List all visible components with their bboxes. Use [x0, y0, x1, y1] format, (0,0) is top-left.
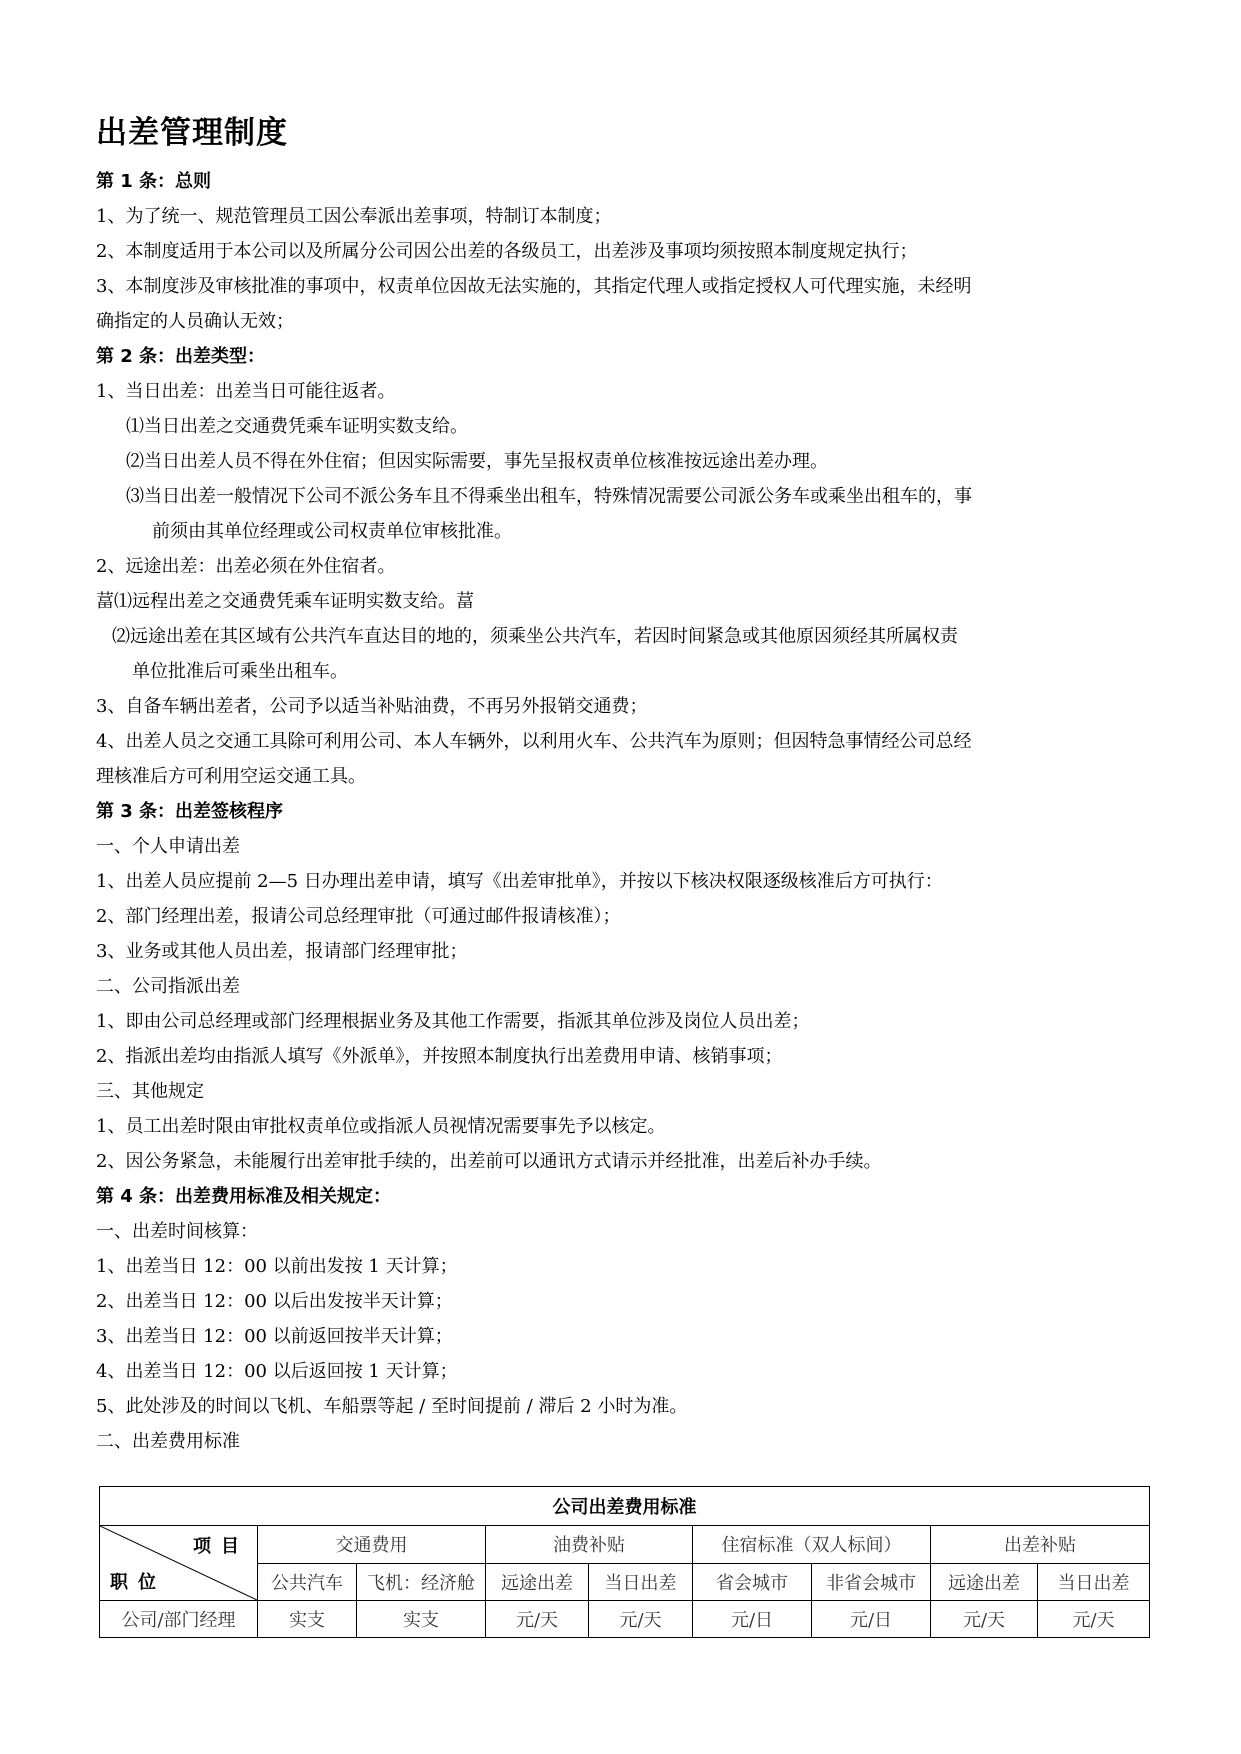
sub-item-continuation: 前须由其单位经理或公司权责单位审核批准。: [152, 521, 512, 542]
sub-item: ⑴当日出差之交通费凭乘车证明实数支给。: [126, 416, 468, 437]
paragraph: 2、因公务紧急，未能履行出差审批手续的，出差前可以通讯方式请示并经批准，出差后补办手续。: [96, 1151, 882, 1172]
table-cell: 实支: [258, 1601, 357, 1638]
paragraph: 1、出差人员应提前 2—5 日办理出差申请，填写《出差审批单》，并按以下核决权限逐级核准后方可执行：: [96, 871, 943, 892]
section-4-heading: 第 4 条：出差费用标准及相关规定：: [96, 1186, 392, 1207]
table-row: [100, 1601, 1150, 1638]
sub-item-continuation: 单位批准后可乘坐出租车。: [132, 661, 348, 682]
section-1-heading: 第 1 条：总则: [96, 171, 212, 192]
section-3-heading: 第 3 条：出差签核程序: [96, 801, 284, 822]
corner-top-label: 项目: [193, 1536, 249, 1557]
table-corner-header: [100, 1526, 258, 1601]
section-2-heading: 第 2 条：出差类型：: [96, 346, 266, 367]
subsection-heading: 二、出差费用标准: [96, 1431, 240, 1452]
column-header: 远途出差: [486, 1563, 589, 1601]
sub-item: ⑵远途出差在其区域有公共汽车直达目的地的，须乘坐公共汽车，若因时间紧急或其他原因须经其所属权责: [112, 626, 958, 647]
subsection-heading: 二、公司指派出差: [96, 976, 240, 997]
row-position: 公司/部门经理: [100, 1601, 258, 1638]
group-header: 出差补贴: [931, 1526, 1150, 1564]
paragraph: 2、指派出差均由指派人填写《外派单》，并按照本制度执行出差费用申请、核销事项；: [96, 1046, 783, 1067]
table-cell: 元/天: [931, 1601, 1038, 1638]
table-cell: 元/天: [486, 1601, 589, 1638]
table-cell: 元/日: [812, 1601, 931, 1638]
subsection-heading: 一、出差时间核算：: [96, 1221, 258, 1242]
sub-item: ⑵当日出差人员不得在外住宿；但因实际需要，事先呈报权责单位核准按远途出差办理。: [126, 451, 828, 472]
group-header: 油费补贴: [486, 1526, 693, 1564]
paragraph: 1、出差当日 12：00 以前出发按 1 天计算；: [96, 1256, 458, 1277]
paragraph: 3、出差当日 12：00 以前返回按半天计算；: [96, 1326, 453, 1347]
table-cell: 元/天: [1038, 1601, 1150, 1638]
table-caption: 公司出差费用标准: [100, 1487, 1150, 1526]
paragraph: 3、自备车辆出差者，公司予以适当补贴油费，不再另外报销交通费；: [96, 696, 648, 717]
paragraph: 理核准后方可利用空运交通工具。: [96, 766, 366, 787]
document-page: [96, 110, 1146, 1459]
column-header: 公共汽车: [258, 1563, 357, 1601]
group-header: 交通费用: [258, 1526, 486, 1564]
table-cell: 实支: [357, 1601, 486, 1638]
paragraph: 3、业务或其他人员出差，报请部门经理审批；: [96, 941, 468, 962]
subsection-heading: 三、其他规定: [96, 1081, 204, 1102]
paragraph: 2、出差当日 12：00 以后出发按半天计算；: [96, 1291, 453, 1312]
paragraph: 5、此处涉及的时间以飞机、车船票等起 / 至时间提前 / 滞后 2 小时为准。: [96, 1396, 688, 1417]
paragraph: 2、本制度适用于本公司以及所属分公司因公出差的各级员工，出差涉及事项均须按照本制度规定执行；: [96, 241, 918, 262]
subsection-heading: 一、个人申请出差: [96, 836, 240, 857]
paragraph: 1、即由公司总经理或部门经理根据业务及其他工作需要，指派其单位涉及岗位人员出差；: [96, 1011, 810, 1032]
paragraph: 4、出差当日 12：00 以后返回按 1 天计算；: [96, 1361, 458, 1382]
corner-bottom-label: 职位: [110, 1572, 166, 1593]
sub-item: ⑶当日出差一般情况下公司不派公务车且不得乘坐出租车，特殊情况需要公司派公务车或乘坐出租车的，事: [126, 486, 972, 507]
paragraph: 2、远途出差：出差必须在外住宿者。: [96, 556, 396, 577]
table-cell: 元/日: [693, 1601, 812, 1638]
column-header: 当日出差: [589, 1563, 693, 1601]
column-header: 远途出差: [931, 1563, 1038, 1601]
column-header: 当日出差: [1038, 1563, 1150, 1601]
paragraph: 确指定的人员确认无效；: [96, 311, 294, 332]
paragraph: 1、当日出差：出差当日可能往返者。: [96, 381, 396, 402]
group-header: 住宿标准（双人标间）: [693, 1526, 931, 1564]
column-header: 飞机：经济舱: [357, 1563, 486, 1601]
fee-standard-table: [99, 1486, 1150, 1638]
document-title: 出差管理制度: [96, 115, 288, 151]
column-header: 省会城市: [693, 1563, 812, 1601]
column-header: 非省会城市: [812, 1563, 931, 1601]
paragraph: 2、部门经理出差，报请公司总经理审批（可通过邮件报请核准）；: [96, 906, 621, 927]
paragraph: 1、员工出差时限由审批权责单位或指派人员视情况需要事先予以核定。: [96, 1116, 666, 1137]
table-cell: 元/天: [589, 1601, 693, 1638]
sub-item: 葍⑴远程出差之交通费凭乘车证明实数支给。葍: [96, 591, 474, 612]
paragraph: 3、本制度涉及审核批准的事项中，权责单位因故无法实施的，其指定代理人或指定授权人可代理实施，未经明: [96, 276, 972, 297]
paragraph: 1、为了统一、规范管理员工因公奉派出差事项，特制订本制度；: [96, 206, 612, 227]
paragraph: 4、出差人员之交通工具除可利用公司、本人车辆外，以利用火车、公共汽车为原则；但因特急事情经公司总经: [96, 731, 972, 752]
